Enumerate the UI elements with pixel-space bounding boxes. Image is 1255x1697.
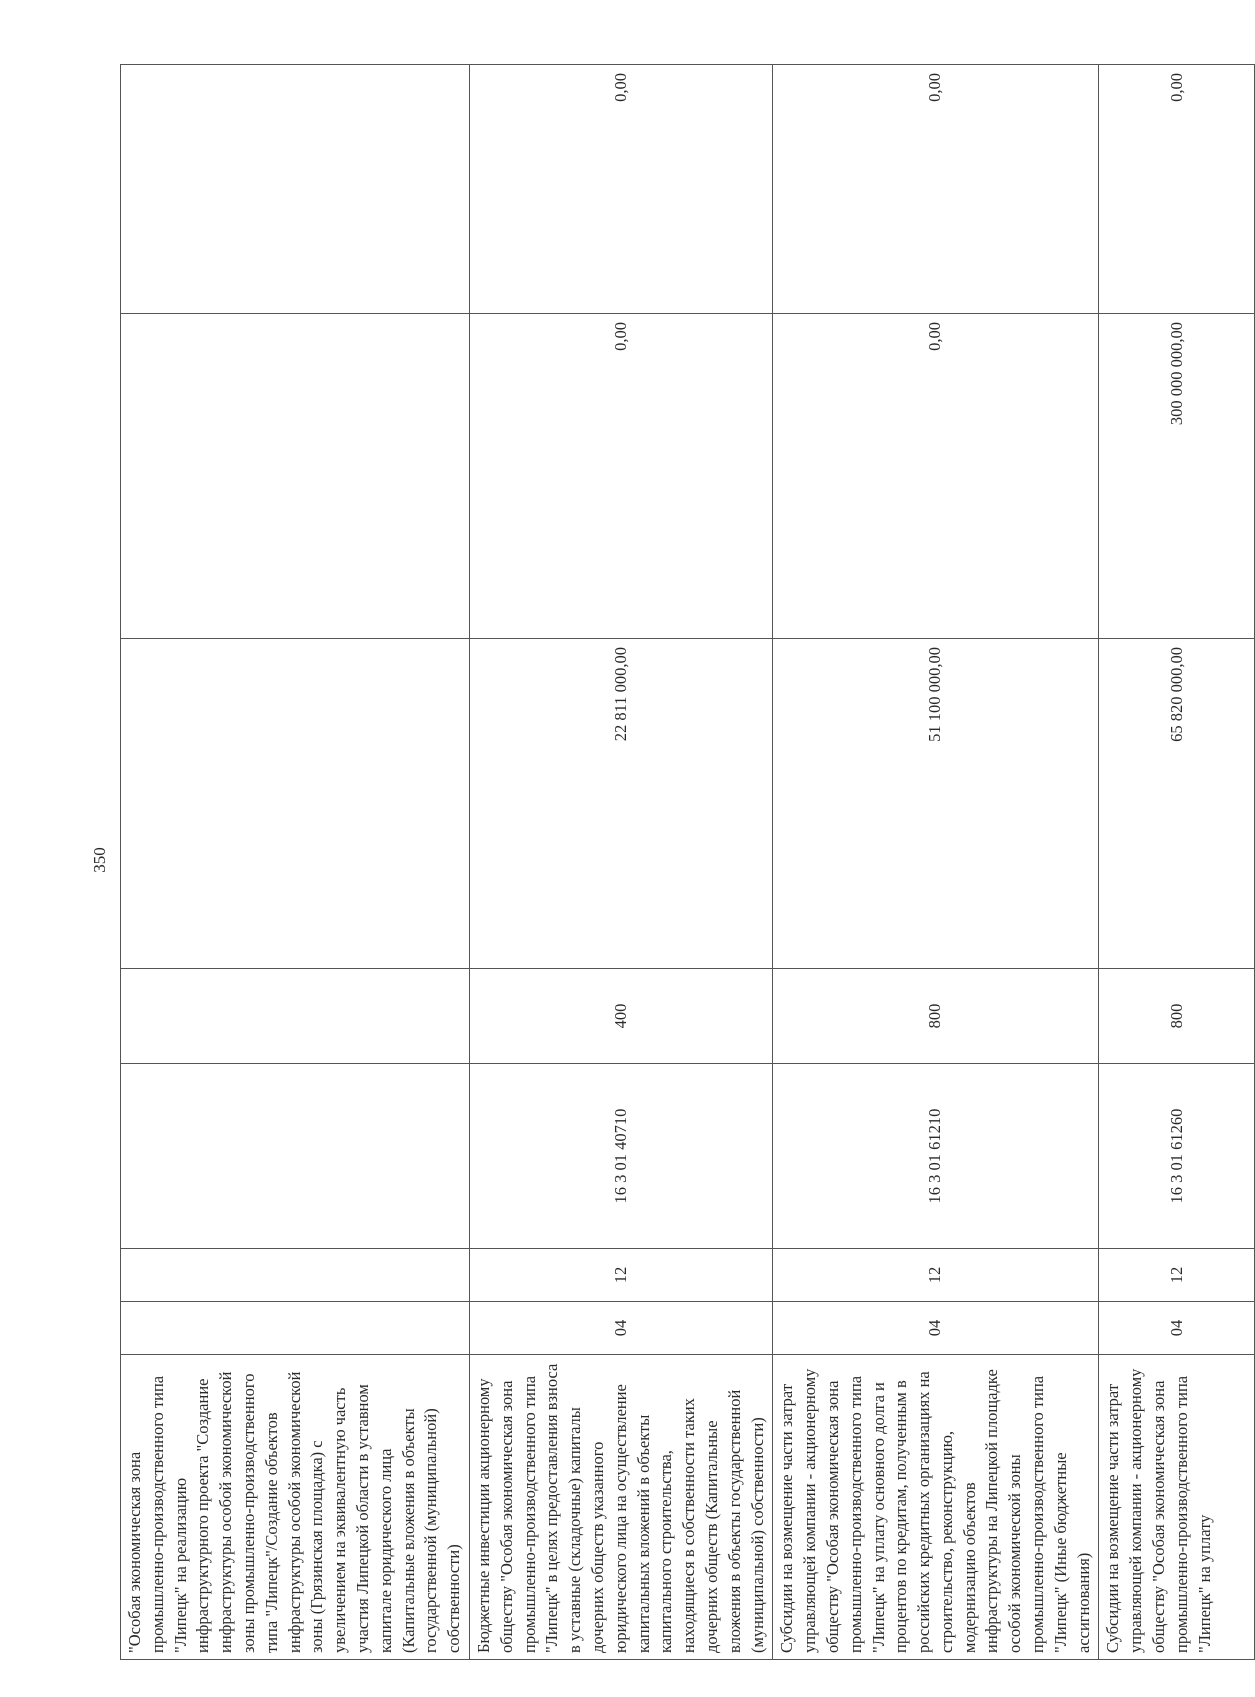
rotated-table-container <box>120 65 1214 1660</box>
subsection-code: 12 <box>773 1249 1099 1302</box>
amount-3: 0,00 <box>469 65 772 314</box>
subsection-code <box>121 1249 470 1302</box>
amount-3 <box>121 65 470 314</box>
amount-2 <box>121 314 470 639</box>
section-code: 04 <box>469 1302 772 1355</box>
amount-1: 22 811 000,00 <box>469 639 772 969</box>
amount-2: 0,00 <box>773 314 1099 639</box>
section-code: 04 <box>1099 1302 1255 1355</box>
expense-type-code: 800 <box>1099 969 1255 1064</box>
table-row <box>469 65 772 1660</box>
target-article-code: 16 3 01 61260 <box>1099 1064 1255 1249</box>
subsection-code: 12 <box>469 1249 772 1302</box>
subsection-code: 12 <box>1099 1249 1255 1302</box>
target-article-code: 16 3 01 40710 <box>469 1064 772 1249</box>
amount-2: 300 000 000,00 <box>1099 314 1255 639</box>
amount-1: 65 820 000,00 <box>1099 639 1255 969</box>
amount-3: 0,00 <box>773 65 1099 314</box>
row-description: Субсидии на возмещение части затрат управляющей компании - акционерному обществу "Особая экономическая зона промышленно-производственного типа "Липецк" на уплату основного долга и процентов по кредитам, полученным в российских кредитных организациях на строительство, реконструкцию, модернизацию объектов инфраструктуры на Липецкой площадке особой экономической зоны промышленно-производственного типа "Липецк" (Иные бюджетные ассигнования) <box>773 1355 1099 1660</box>
amount-1: 51 100 000,00 <box>773 639 1099 969</box>
amount-2: 0,00 <box>469 314 772 639</box>
row-description: Бюджетные инвестиции акционерному обществу "Особая экономическая зона промышленно-производственного типа "Липецк" в целях предоставления взноса в уставные (складочные) капиталы дочерних обществ указанного юридического лица на осуществление капитальных вложений в объекты капитального строительства, находящиеся в собственности таких дочерних обществ (Капитальные вложения в объекты государственной (муниципальной) собственности) <box>469 1355 772 1660</box>
row-description: "Особая экономическая зона промышленно-производственного типа "Липецк" на реализацию инфраструктурного проекта "Создание инфраструктуры особой экономической зоны промышленно-производственного типа "Липецк"/Создание объектов инфраструктуры особой экономической зоны (Грязинская площадка) с увеличением на эквивалентную часть участия Липецкой области в уставном капитале юридического лица (Капитальные вложения в объекты государственной (муниципальной) собственности) <box>121 1355 470 1660</box>
section-code <box>121 1302 470 1355</box>
budget-table <box>120 64 1255 1660</box>
page-number: 350 <box>90 847 109 873</box>
table-row <box>121 65 470 1660</box>
expense-type-code: 400 <box>469 969 772 1064</box>
table-row <box>1099 65 1255 1660</box>
row-description: Субсидии на возмещение части затрат управляющей компании - акционерному обществу "Особая экономическая зона промышленно-производственного типа "Липецк" на уплату <box>1099 1355 1255 1660</box>
section-code: 04 <box>773 1302 1099 1355</box>
expense-type-code: 800 <box>773 969 1099 1064</box>
target-article-code <box>121 1064 470 1249</box>
target-article-code: 16 3 01 61210 <box>773 1064 1099 1249</box>
expense-type-code <box>121 969 470 1064</box>
amount-1 <box>121 639 470 969</box>
table-row <box>773 65 1099 1660</box>
amount-3: 0,00 <box>1099 65 1255 314</box>
